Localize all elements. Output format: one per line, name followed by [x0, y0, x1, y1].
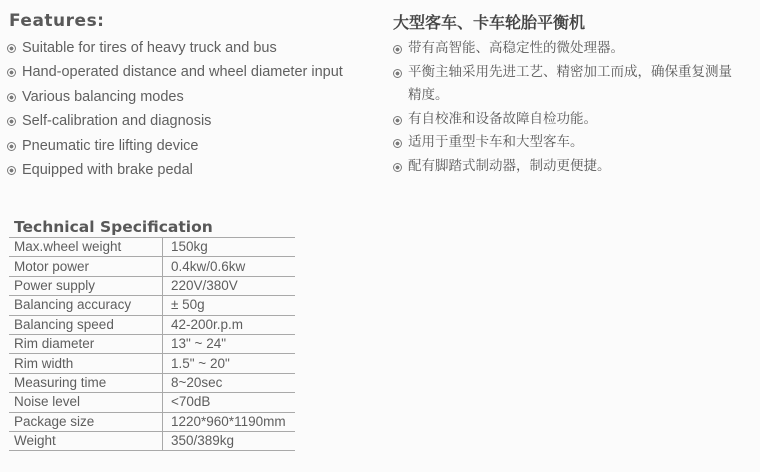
bullet-icon	[393, 139, 402, 148]
spec-title: Technical Specification	[14, 218, 213, 236]
feature-text: Hand-operated distance and wheel diameter input	[22, 64, 343, 81]
feature-text: Self-calibration and diagnosis	[22, 113, 212, 130]
chinese-feature-item	[393, 61, 733, 108]
table-row	[9, 257, 295, 276]
table-row	[9, 276, 295, 295]
feature-item	[7, 38, 343, 62]
table-row	[9, 296, 295, 315]
bullet-icon	[393, 163, 402, 172]
table-row	[9, 412, 295, 431]
bullet-icon	[7, 93, 16, 102]
chinese-feature-text: 有自校准和设备故障自检功能。	[408, 110, 597, 127]
bullet-icon	[393, 116, 402, 125]
spec-label: Max.wheel weight	[9, 238, 163, 257]
feature-text: Pneumatic tire lifting device	[22, 137, 199, 154]
feature-text: Various balancing modes	[22, 88, 184, 105]
feature-text: Suitable for tires of heavy truck and bus	[22, 40, 277, 56]
feature-item	[7, 111, 343, 135]
features-list	[7, 38, 343, 184]
spec-value: 0.4kw/0.6kw	[163, 257, 296, 276]
spec-value: 350/389kg	[163, 431, 296, 450]
features-title: Features:	[9, 11, 105, 31]
spec-value: 220V/380V	[163, 276, 296, 295]
chinese-feature-item	[393, 131, 733, 155]
feature-item	[7, 160, 343, 184]
feature-item	[7, 87, 343, 111]
bullet-icon	[7, 44, 16, 53]
table-row	[9, 334, 295, 353]
spec-value: <70dB	[163, 393, 296, 412]
table-row	[9, 354, 295, 373]
spec-label: Package size	[9, 412, 163, 431]
spec-value: 150kg	[163, 238, 296, 257]
chinese-title: 大型客车、卡车轮胎平衡机	[393, 13, 586, 32]
spec-label: Weight	[9, 431, 163, 450]
feature-item	[7, 62, 343, 86]
spec-label: Measuring time	[9, 373, 163, 392]
spec-label: Motor power	[9, 257, 163, 276]
chinese-feature-text: 适用于重型卡车和大型客车。	[408, 134, 584, 150]
spec-value: 13" ~ 24"	[163, 334, 296, 353]
table-row	[9, 238, 295, 257]
bullet-icon	[7, 68, 16, 77]
chinese-feature-item	[393, 108, 733, 132]
spec-value: 1220*960*1190mm	[163, 412, 296, 431]
spec-label: Rim diameter	[9, 334, 163, 353]
chinese-feature-text: 平衡主轴采用先进工艺、精密加工而成，确保重复测量精度。	[408, 63, 732, 103]
bullet-icon	[7, 117, 16, 126]
table-row	[9, 373, 295, 392]
bullet-icon	[393, 45, 402, 54]
chinese-features-list	[393, 37, 733, 178]
bullet-icon	[7, 142, 16, 151]
chinese-feature-item	[393, 37, 733, 61]
spec-label: Power supply	[9, 276, 163, 295]
spec-label: Noise level	[9, 393, 163, 412]
chinese-feature-item	[393, 155, 733, 179]
spec-table	[9, 237, 295, 451]
spec-value: 42-200r.p.m	[163, 315, 296, 334]
table-row	[9, 393, 295, 412]
table-row	[9, 315, 295, 334]
spec-value: 8~20sec	[163, 373, 296, 392]
spec-value: ± 50g	[163, 296, 296, 315]
spec-value: 1.5" ~ 20"	[163, 354, 296, 373]
chinese-feature-text: 配有脚踏式制动器，制动更便捷。	[408, 157, 611, 174]
table-row	[9, 431, 295, 450]
bullet-icon	[393, 69, 402, 78]
feature-item	[7, 136, 343, 160]
feature-text: Equipped with brake pedal	[22, 161, 193, 178]
chinese-feature-text: 带有高智能、高稳定性的微处理器。	[408, 40, 624, 56]
spec-label: Balancing speed	[9, 315, 163, 334]
spec-label: Balancing accuracy	[9, 296, 163, 315]
bullet-icon	[7, 166, 16, 175]
spec-label: Rim width	[9, 354, 163, 373]
